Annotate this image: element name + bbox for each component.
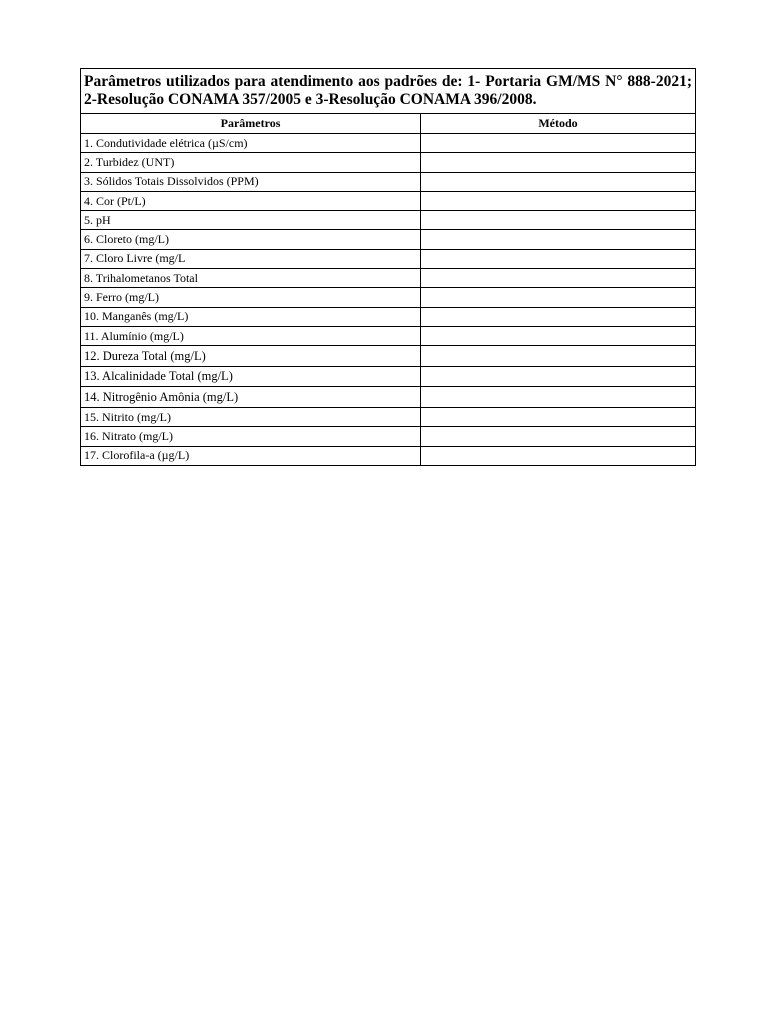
table-row (81, 307, 696, 326)
method-cell (421, 427, 696, 446)
table-row (81, 191, 696, 210)
parameter-cell: 4. Cor (Pt/L) (81, 191, 421, 210)
table-row (81, 387, 696, 408)
header-parameters: Parâmetros (81, 114, 421, 134)
parameter-cell: 3. Sólidos Totais Dissolvidos (PPM) (81, 172, 421, 191)
table-row (81, 269, 696, 288)
method-cell (421, 387, 696, 408)
header-method: Método (421, 114, 696, 134)
method-cell (421, 172, 696, 191)
method-cell (421, 288, 696, 307)
parameter-cell: 10. Manganês (mg/L) (81, 307, 421, 326)
parameter-cell: 9. Ferro (mg/L) (81, 288, 421, 307)
method-cell (421, 249, 696, 268)
method-cell (421, 191, 696, 210)
table-body (81, 134, 696, 466)
method-cell (421, 211, 696, 230)
method-cell (421, 269, 696, 288)
method-cell (421, 134, 696, 153)
table-row (81, 446, 696, 465)
table-row (81, 172, 696, 191)
parameter-cell: 6. Cloreto (mg/L) (81, 230, 421, 249)
parameter-cell: 12. Dureza Total (mg/L) (81, 346, 421, 367)
title-line-1: Parâmetros utilizados para atendimento aos padrões de: 1- Portaria GM/MS N° 888-2021; (84, 73, 692, 90)
method-cell (421, 326, 696, 345)
table-row (81, 366, 696, 387)
table-row (81, 346, 696, 367)
method-cell (421, 346, 696, 367)
title-row (81, 69, 696, 114)
method-cell (421, 446, 696, 465)
method-cell (421, 366, 696, 387)
parameters-table (80, 68, 696, 466)
table-row (81, 153, 696, 172)
parameter-cell: 2. Turbidez (UNT) (81, 153, 421, 172)
method-cell (421, 153, 696, 172)
table-row (81, 288, 696, 307)
document-title (81, 69, 696, 114)
parameter-cell: 8. Trihalometanos Total (81, 269, 421, 288)
parameter-cell: 1. Condutividade elétrica (µS/cm) (81, 134, 421, 153)
parameter-cell: 11. Alumínio (mg/L) (81, 326, 421, 345)
table-row (81, 408, 696, 427)
title-line-2: 2-Resolução CONAMA 357/2005 e 3-Resolução CONAMA 396/2008. (84, 91, 537, 108)
header-row (81, 114, 696, 134)
parameter-cell: 16. Nitrato (mg/L) (81, 427, 421, 446)
parameter-cell: 14. Nitrogênio Amônia (mg/L) (81, 387, 421, 408)
method-cell (421, 408, 696, 427)
parameter-cell: 13. Alcalinidade Total (mg/L) (81, 366, 421, 387)
table-row (81, 326, 696, 345)
parameter-cell: 15. Nitrito (mg/L) (81, 408, 421, 427)
parameter-cell: 17. Clorofila-a (µg/L) (81, 446, 421, 465)
method-cell (421, 230, 696, 249)
method-cell (421, 307, 696, 326)
table-row (81, 230, 696, 249)
table-row (81, 211, 696, 230)
table-row (81, 249, 696, 268)
parameter-cell: 5. pH (81, 211, 421, 230)
table-row (81, 134, 696, 153)
table-row (81, 427, 696, 446)
parameter-cell: 7. Cloro Livre (mg/L (81, 249, 421, 268)
